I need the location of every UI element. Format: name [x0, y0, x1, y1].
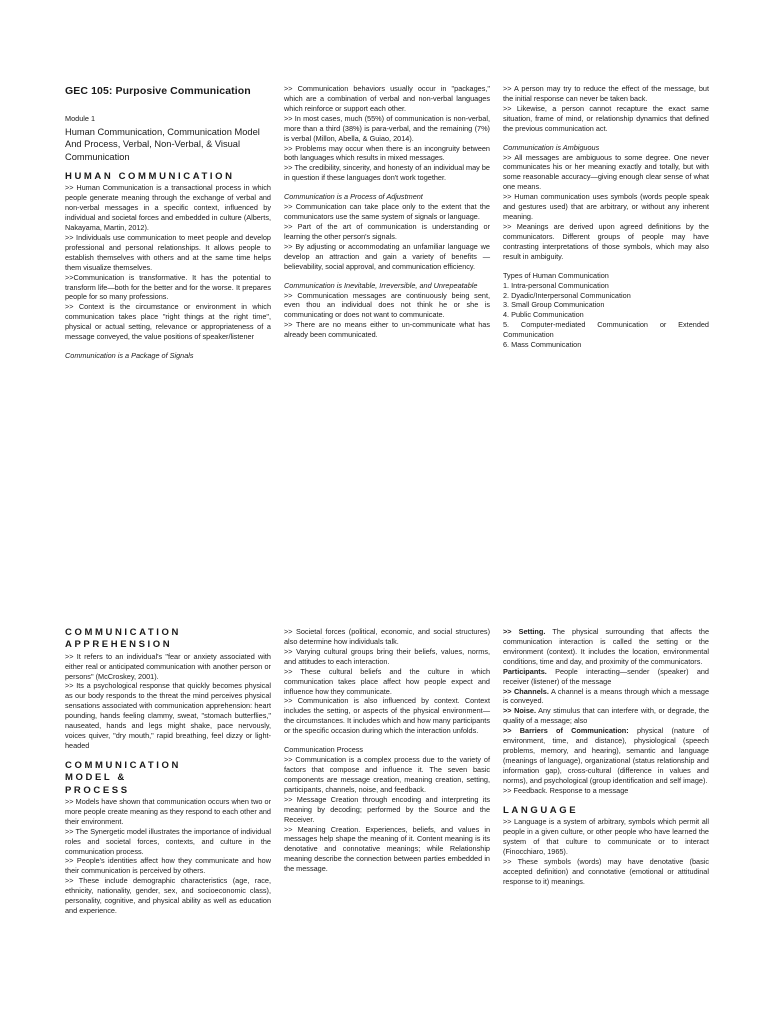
paragraph: >> Communication is a complex process due to the variety of factors that compose and influence it. The seven basic components are message creation, meaning creation, setting, participants, channels, noise, and feedback.: [284, 755, 490, 794]
term-barriers: >> Barriers of Communication:: [503, 726, 629, 736]
paragraph: >> Individuals use communication to meet people and develop professional and personal relationships. It allows people to establish themselves with others and at the same time helps them visualize themselves.: [65, 232, 271, 272]
paragraph: >> Part of the art of communication is understanding or learning the other person's signals.: [284, 221, 490, 241]
list-item: 5. Computer-mediated Communication or Extended Communication: [503, 320, 709, 340]
section-heading-human-communication: HUMAN COMMUNICATION: [65, 170, 235, 182]
document-title: GEC 105: Purposive Communication: [65, 85, 251, 97]
section-heading-language: LANGUAGE: [503, 804, 579, 816]
paragraph: >> Problems may occur when there is an incongruity between both languages which results in mixed messages.: [284, 143, 490, 163]
paragraph: >> Communication can take place only to the extent that the communicators use the same system of signals or language.: [284, 202, 490, 222]
paragraph: >> Language is a system of arbitrary, symbols which permit all people in a given culture, or other people who have learned the system of that culture to communicate or to interact (Finocchiaro, 1965).: [503, 817, 709, 856]
types-title: Types of Human Communication: [503, 270, 609, 280]
paragraph: >> Meaning Creation. Experiences, beliefs, and values in messages help shape the meaning of it. Content meaning is its denotative and connotative meanings; while Relationship meaning describe the connection between parties embedded in the message.: [284, 824, 490, 874]
definition-barriers: physical (nature of environment, time, and distance), physiological (speech problems, memory, and hearing), semantic and language (meanings of language), organizational (status relationship and information gap), cross-cultural (difference in values and norms), and psychological (group identification and self image).: [503, 726, 710, 785]
paragraph: >> By adjusting or accommodating an unfamiliar language we develop an attraction and gain a variety of benefits — believability, social approval, and communication efficiency.: [284, 241, 490, 271]
term-setting: >> Setting.: [503, 627, 546, 636]
top-column-3: [503, 84, 709, 350]
list-item: 2. Dyadic/Interpersonal Communication: [503, 290, 631, 300]
paragraph: >> It refers to an individual's "fear or anxiety associated with either real or anticipated communication with another person or persons" (McCroskey, 2001).: [65, 651, 271, 681]
paragraph-feedback: >> Feedback. Response to a message: [503, 785, 629, 795]
paragraph: >> The Synergetic model illustrates the importance of individual roles and societal forces, contexts, and culture in the communication process.: [65, 826, 271, 856]
paragraph-setting: [503, 627, 709, 667]
top-column-2: [284, 84, 490, 340]
paragraph: >> Communication is also influenced by context. Context includes the setting, or aspects of the physical environment—the circumstances. It includes which and how many participants or the specific occasion during which the interaction unfolds.: [284, 696, 490, 736]
subheading-inevitable: Communication is Inevitable, Irreversible, and Unrepeatable: [284, 280, 478, 290]
paragraph: >> Likewise, a person cannot recapture the exact same situation, frame of mind, or relationship dynamics that defined the previous communication act.: [503, 103, 709, 133]
paragraph: >> Communication behaviors usually occur in "packages," which are a combination of verbal and non-verbal languages which reinforce or support each other.: [284, 84, 490, 113]
module-title: Human Communication, Communication Model And Process, Verbal, Non-Verbal, & Visual Communication: [65, 127, 260, 162]
paragraph: >> These include demographic characteristics (age, race, ethnicity, nationality, gender, sex, and socioeconomic class), personality, cognitive, and physical ability as well as education and experience.: [65, 876, 271, 916]
paragraph: >> These cultural beliefs and the culture in which communication takes place affect how people expect and influence how they communicate.: [284, 666, 490, 696]
paragraph: >> Context is the circumstance or environment in which communication takes place "right things at the right time", physical or actual setting, relevance or appropriateness of a message conveyed, the value positions of speaker/listener: [65, 302, 271, 342]
paragraph-participants: [503, 667, 709, 687]
bottom-column-1: [65, 627, 271, 916]
paragraph-noise: [503, 706, 709, 726]
list-item: 1. Intra-personal Communication: [503, 280, 609, 290]
term-noise: >> Noise.: [503, 706, 536, 716]
top-column-1: [65, 84, 271, 361]
definition-noise: Any stimulus that can interfere with, or degrade, the quality of a message; also: [503, 706, 710, 726]
paragraph: >>Communication is transformative. It has the potential to transform life—both for the better and for the worse. It prepares people for so many professions.: [65, 272, 271, 302]
subheading-package-of-signals: Communication is a Package of Signals: [65, 351, 194, 361]
definition-participants: People interacting—sender (speaker) and receiver (listener) of the message: [503, 666, 709, 686]
paragraph-barriers: [503, 726, 709, 786]
paragraph: >> The credibility, sincerity, and honesty of an individual may be in question if these languages don't work together.: [284, 163, 490, 183]
paragraph: >> Human Communication is a transactional process in which people generate meaning through the exchange of verbal and non-verbal messages in a specific context, influenced by individual and societal forces and embedded in culture (Alberts, Nakayama, Martin, 2012).: [65, 183, 271, 233]
paragraph: >> A person may try to reduce the effect of the message, but the initial response can never be taken back.: [503, 84, 709, 103]
paragraph: >> Communication messages are continuously being sent, even thou an individual does not think he or she is communicating or does not want to communicate.: [284, 290, 490, 320]
paragraph: >> Meanings are derived upon agreed definitions by the communicators. Different groups of people may have contrasting interpretations of those symbols, which may also result in ambiguity.: [503, 221, 709, 261]
section-heading-apprehension: COMMUNICATION APPREHENSION: [65, 627, 181, 651]
bottom-column-3: [503, 627, 709, 886]
list-item: 4. Public Communication: [503, 310, 584, 320]
term-participants: Participants.: [503, 666, 547, 676]
term-channels: >> Channels.: [503, 686, 549, 696]
paragraph-channels: [503, 687, 709, 707]
definition-channels: A channel is a means through which a message is conveyed.: [503, 686, 710, 706]
paragraph: >> People's identities affect how they communicate and how their communication is perceived by others.: [65, 856, 271, 876]
subheading-process-of-adjustment: Communication is a Process of Adjustment: [284, 192, 423, 202]
paragraph: >> There are no means either to un-communicate what has already been communicated.: [284, 320, 490, 340]
bottom-column-2: [284, 627, 490, 874]
section-heading-model-process: COMMUNICATION MODEL & PROCESS: [65, 759, 181, 796]
list-item: 6. Mass Communication: [503, 340, 582, 350]
paragraph: >> Human communication uses symbols (words people speak and gestures used) that are arbitrary, or without any inherent meaning.: [503, 192, 709, 222]
paragraph: >> Its a psychological response that quickly becomes physical as our body responds to the threat the mind perceives physical sensations associated with communication apprehension: heart pounding, hands feeling clammy, sweat, "stomach butterflies," nauseated, hands and legs might shake, pace nervously, voices quiver, "dry mouth," rapid breathing, feel dizzy or light-headed: [65, 681, 271, 750]
subheading-ambiguous: Communication is Ambiguous: [503, 142, 600, 152]
paragraph: >> Models have shown that communication occurs when two or more people create meaning as they respond to each other and their environment.: [65, 796, 271, 826]
paragraph: >> Varying cultural groups bring their beliefs, values, norms, and attitudes to each interaction.: [284, 646, 490, 666]
paragraph: >> Societal forces (political, economic, and social structures) also determine how individuals talk.: [284, 627, 490, 646]
paragraph: >> Message Creation through encoding and interpreting its meaning by decoding; performed by the Source and the Receiver.: [284, 794, 490, 824]
paragraph: >> All messages are ambiguous to some degree. One never communicates his or her meaning exactly and totally, but with some reasonable accuracy—giving enough clear sense of what one means.: [503, 152, 709, 192]
paragraph: >> These symbols (words) may have denotative (basic accepted definition) and connotative (emotional or attitudinal response to it) meanings.: [503, 856, 709, 886]
module-label: Module 1: [65, 114, 96, 124]
subheading-communication-process: Communication Process: [284, 745, 364, 755]
definition-setting: The physical surrounding that affects the communication interaction is called the setting or the environment (context). It includes the location, environmental conditions, time and day, and proximity of the communicators.: [503, 627, 710, 666]
list-item: 3. Small Group Communication: [503, 300, 605, 310]
paragraph: >> In most cases, much (55%) of communication is non-verbal, more than a third (38%) is para-verbal, and the remaining (7%) is verbal (Millon, Abella, & Guiao, 2014).: [284, 113, 490, 143]
